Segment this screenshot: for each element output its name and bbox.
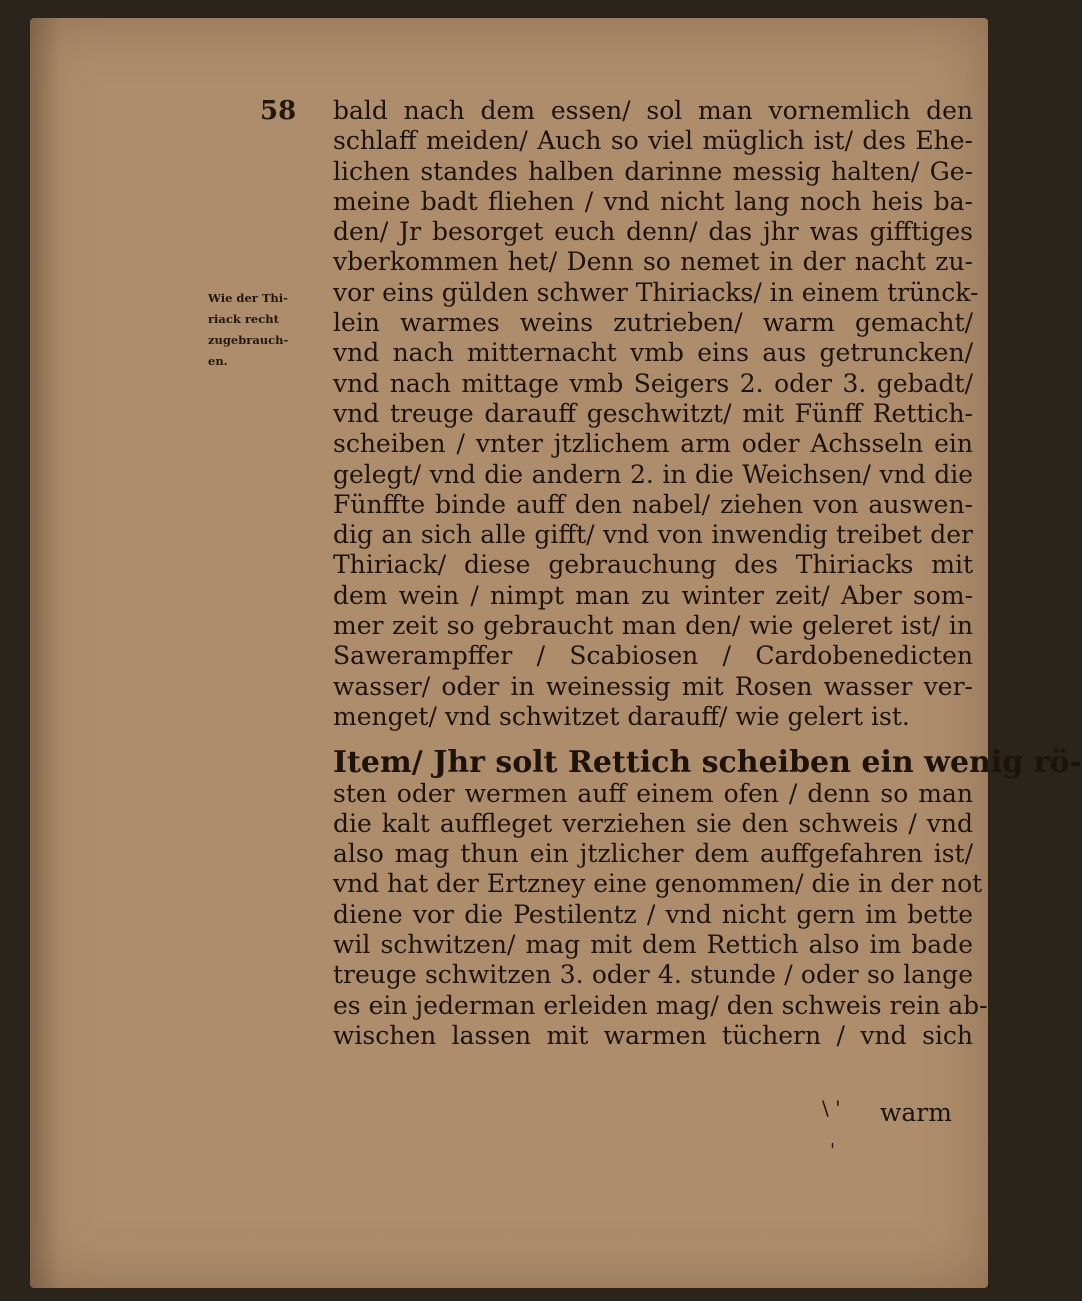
text-line: also mag thun ein jtzlicher dem auffgefahren ist/ (333, 839, 973, 869)
text-line: Thiriack/ diese gebrauchung des Thiriacks mit (333, 550, 973, 580)
text-line: diene vor die Pestilentz / vnd nicht gern im bette (333, 899, 973, 929)
catchword: warm (880, 1098, 952, 1127)
book-page (30, 18, 1082, 1288)
text-line: sten oder wermen auff einem ofen / denn so man (333, 778, 973, 808)
text-line: meine badt fliehen / vnd nicht lang noch heis ba- (333, 186, 973, 216)
text-line: vor eins gülden schwer Thiriacks/ in einem trünck- (333, 277, 979, 307)
text-line: es ein jederman erleiden mag/ den schweis rein ab- (333, 990, 988, 1020)
page-number: 58 (260, 96, 297, 126)
marginal-note-line: riack recht (208, 312, 279, 326)
text-line: bald nach dem essen/ sol man vornemlich den (333, 96, 973, 125)
text-line: mer zeit so gebraucht man den/ wie geleret ist/ in (333, 611, 973, 641)
text-line: vberkommen het/ Denn so nemet in der nacht zu- (333, 247, 973, 277)
text-line: Fünffte binde auff den nabel/ ziehen von auswen- (333, 489, 973, 519)
marginal-note (208, 288, 320, 372)
marginal-note-line: Wie der Thi- (208, 291, 288, 305)
text-line: dem wein / nimpt man zu winter zeit/ Aber som- (333, 580, 973, 610)
text-line: vnd treuge darauff geschwitzt/ mit Fünff Rettich- (333, 398, 973, 428)
paragraph-1 (333, 96, 979, 732)
text-line: lein warmes weins zutrieben/ warm gemacht/ (333, 308, 973, 338)
text-line: schlaff meiden/ Auch so viel müglich ist/ des Ehe- (333, 126, 973, 156)
marginal-note-line: en. (208, 354, 228, 368)
text-line: treuge schwitzen 3. oder 4. stunde / oder so lange (333, 960, 973, 990)
text-line: vnd nach mitternacht vmb eins aus getruncken/ (333, 338, 973, 368)
text-line: scheiben / vnter jtzlichem arm oder Achsseln ein (333, 429, 973, 459)
text-line: menget/ vnd schwitzet darauff/ wie gelert ist. (333, 701, 910, 731)
text-line: vnd hat der Ertzney eine genommen/ die in der not (333, 869, 983, 899)
paragraph-lead-line: Item/ Jhr solt Rettich scheiben ein wenig rö- (333, 745, 1082, 781)
marginal-note-line: zugebrauch- (208, 333, 289, 347)
paragraph-2 (333, 745, 1082, 1051)
printer-mark: ' (830, 1140, 835, 1161)
text-line: wil schwitzen/ mag mit dem Rettich also im bade (333, 930, 973, 960)
body-text (333, 96, 1082, 1051)
text-line: lichen standes halben darinne messig halten/ Ge- (333, 156, 973, 186)
text-line: wasser/ oder in weinessig mit Rosen wasser ver- (333, 671, 973, 701)
text-line: dig an sich alle gifft/ vnd von inwendig treibet der (333, 520, 973, 550)
text-line: den/ Jr besorget euch denn/ das jhr was gifftiges (333, 217, 973, 247)
text-line: wischen lassen mit warmen tüchern / vnd sich (333, 1020, 973, 1050)
text-line: Sawerampffer / Scabiosen / Cardobenedicten (333, 641, 973, 671)
printer-mark: \ ' (822, 1096, 841, 1120)
text-line: die kalt auffleget verziehen sie den schweis / vnd (333, 808, 973, 838)
text-line: gelegt/ vnd die andern 2. in die Weichsen/ vnd die (333, 459, 973, 489)
text-line: vnd nach mittage vmb Seigers 2. oder 3. gebadt/ (333, 368, 973, 398)
